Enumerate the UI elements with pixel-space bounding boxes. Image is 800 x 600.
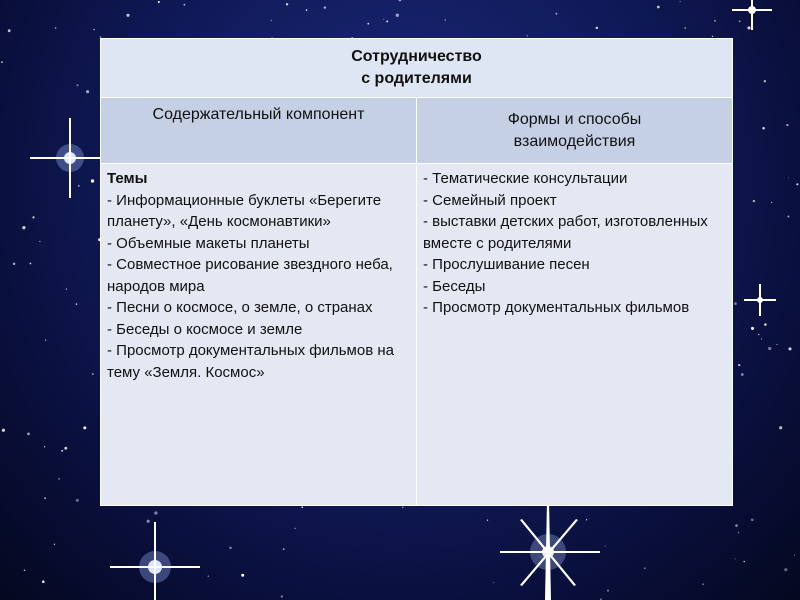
- star-dot: [281, 595, 283, 597]
- star-dot: [367, 23, 369, 25]
- themes-cell: [101, 164, 417, 506]
- header-left-label: Содержательный компонент: [152, 106, 365, 123]
- star-dot: [301, 506, 303, 508]
- star-dot: [764, 80, 766, 82]
- star-dot: [58, 478, 60, 480]
- star-dot: [712, 36, 713, 37]
- star-dot: [27, 433, 30, 436]
- star-dot: [32, 216, 34, 218]
- star-dot: [779, 426, 782, 429]
- star-dot: [761, 338, 762, 339]
- star-dot: [76, 303, 77, 304]
- star-dot: [208, 576, 209, 577]
- cooperation-table: [100, 38, 733, 506]
- star-dot: [86, 90, 89, 93]
- star-dot: [753, 200, 755, 202]
- star-dot: [743, 561, 745, 563]
- star-dot: [738, 532, 740, 534]
- star-dot: [64, 447, 67, 450]
- star-dot: [13, 263, 15, 265]
- header-right-line-2: взаимодействия: [513, 132, 636, 150]
- star-dot: [787, 216, 789, 218]
- list-item: - Объемные макеты планеты: [107, 234, 310, 252]
- list-item: - выставки детских работ, изготовленных вместе с родителями: [423, 213, 708, 252]
- star-dot: [444, 19, 446, 21]
- star-dot: [44, 446, 45, 447]
- star-dot: [24, 570, 25, 571]
- header-row: [101, 98, 733, 164]
- star-dot: [605, 546, 606, 547]
- star-dot: [734, 302, 737, 305]
- bright-star-top-right: [732, 0, 772, 30]
- star-dot: [762, 127, 765, 130]
- star-dot: [796, 183, 798, 185]
- star-dot: [158, 1, 160, 3]
- star-dot: [741, 373, 744, 376]
- table-title: [101, 39, 733, 98]
- star-dot: [758, 334, 759, 335]
- star-dot: [1, 61, 3, 63]
- star-dot: [644, 567, 646, 569]
- star-dot: [751, 518, 754, 521]
- header-content-component: [101, 98, 417, 164]
- star-dot: [183, 4, 185, 6]
- star-dot: [147, 520, 150, 523]
- list-item: - Совместное рисование звездного неба, народов мира: [107, 256, 393, 295]
- star-dot: [684, 27, 686, 29]
- star-dot: [738, 364, 740, 366]
- star-dot: [386, 20, 388, 22]
- star-dot: [42, 580, 45, 583]
- star-dot: [555, 13, 557, 15]
- title-line-1: Сотрудничество: [351, 48, 482, 65]
- star-dot: [54, 544, 55, 545]
- bright-star-left: [30, 118, 110, 198]
- star-dot: [751, 327, 754, 330]
- star-dot: [92, 373, 94, 375]
- star-dot: [271, 20, 273, 22]
- star-dot: [39, 241, 40, 242]
- star-dot: [76, 499, 79, 502]
- list-item: - Просмотр документальных фильмов на тему «Земля. Космос»: [107, 342, 394, 381]
- star-dot: [764, 323, 766, 325]
- star-dot: [768, 347, 771, 350]
- star-dot: [777, 344, 778, 345]
- star-dot: [396, 14, 399, 17]
- star-dot: [44, 497, 46, 499]
- star-dot: [66, 288, 67, 289]
- star-dot: [154, 511, 157, 514]
- star-dot: [78, 185, 80, 187]
- list-item: - Беседы: [423, 277, 486, 295]
- bright-star-right: [744, 284, 776, 316]
- star-dot: [714, 20, 716, 22]
- star-dot: [702, 583, 704, 585]
- star-dot: [680, 1, 681, 2]
- bright-star-bottom-center: [500, 500, 600, 600]
- star-dot: [241, 574, 244, 577]
- star-dot: [771, 202, 772, 203]
- star-dot: [596, 27, 598, 29]
- star-dot: [306, 9, 308, 11]
- list-item: - Прослушивание песен: [423, 256, 590, 273]
- star-dot: [586, 519, 587, 520]
- star-dot: [286, 3, 288, 5]
- star-dot: [402, 506, 404, 508]
- star-dot: [747, 26, 750, 29]
- star-dot: [399, 0, 402, 1]
- list-item: - Песни о космосе, о земле, о странах: [107, 299, 373, 316]
- star-dot: [786, 124, 788, 126]
- list-item: - Информационные буклеты «Берегите планету», «День космонавтики»: [107, 191, 382, 230]
- star-dot: [735, 524, 738, 527]
- star-dot: [229, 547, 231, 549]
- star-dot: [383, 19, 384, 20]
- forms-cell: [417, 164, 733, 506]
- star-dot: [126, 14, 129, 17]
- star-dot: [83, 426, 86, 429]
- star-dot: [657, 6, 660, 9]
- list-item: - Просмотр документальных фильмов: [423, 299, 690, 316]
- star-dot: [55, 27, 57, 29]
- star-dot: [324, 6, 326, 8]
- list-item: - Семейный проект: [423, 191, 557, 209]
- star-dot: [607, 590, 609, 592]
- star-dot: [91, 179, 94, 182]
- header-forms-methods: [417, 98, 733, 164]
- list-item: - Тематические консультации: [423, 170, 628, 187]
- star-dot: [76, 84, 78, 86]
- star-dot: [294, 528, 295, 529]
- star-dot: [45, 339, 46, 340]
- star-dot: [735, 558, 736, 559]
- star-dot: [93, 29, 94, 30]
- star-dot: [283, 548, 285, 550]
- star-dot: [527, 35, 528, 36]
- header-right-line-1: Формы и способы: [507, 110, 642, 128]
- star-dot: [784, 568, 787, 571]
- star-dot: [493, 582, 494, 583]
- body-row: [101, 164, 733, 506]
- star-dot: [487, 519, 488, 520]
- star-dot: [794, 555, 795, 556]
- title-line-2: с родителями: [361, 70, 472, 87]
- star-dot: [61, 450, 63, 452]
- bright-star-bottom-left: [110, 522, 200, 600]
- star-dot: [22, 226, 25, 229]
- themes-heading: Темы: [107, 170, 148, 187]
- star-dot: [30, 263, 32, 265]
- star-dot: [739, 20, 741, 22]
- list-item: - Беседы о космосе и земле: [107, 320, 303, 338]
- title-row: [101, 39, 733, 98]
- star-dot: [788, 177, 789, 178]
- star-dot: [2, 429, 5, 432]
- star-dot: [8, 29, 11, 32]
- star-dot: [788, 347, 791, 350]
